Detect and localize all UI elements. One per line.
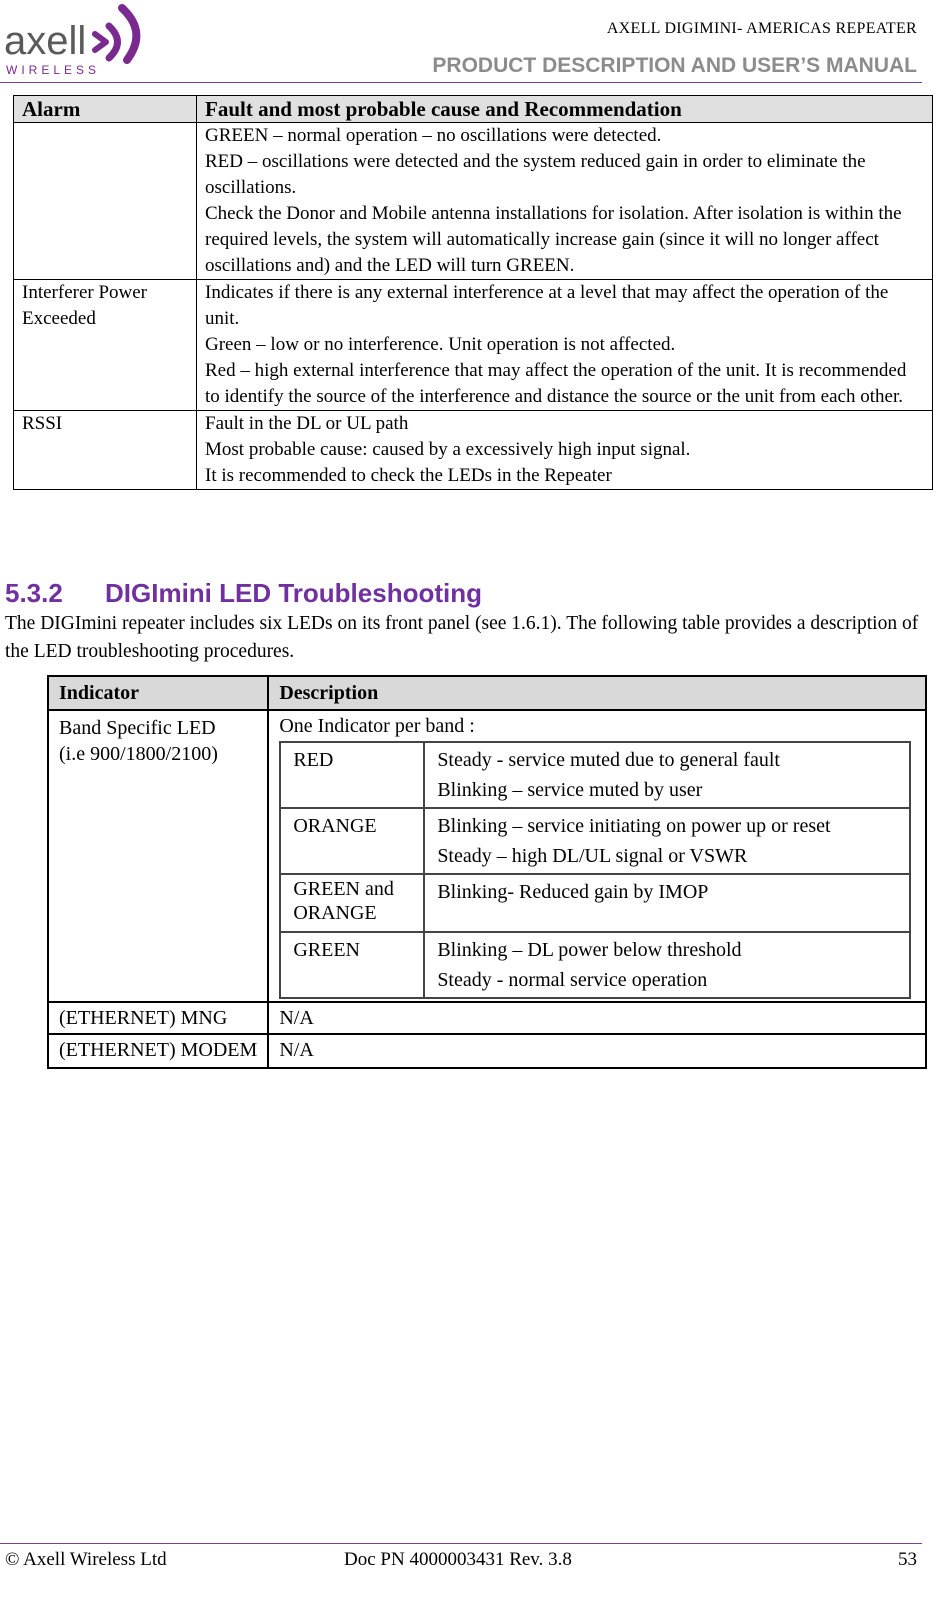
- indicator-line: (i.e 900/1800/2100): [59, 743, 218, 765]
- logo-brand-text: axell: [4, 19, 87, 63]
- fault-cell: [197, 411, 933, 490]
- table-row: [14, 411, 933, 490]
- band-intro: One Indicator per band :: [279, 715, 475, 737]
- description-column-header: Description: [268, 676, 926, 710]
- led-state-line: Blinking – DL power below threshold: [437, 939, 742, 961]
- led-state-row: [280, 808, 910, 874]
- led-state-line: Steady – high DL/UL signal or VSWR: [437, 845, 748, 867]
- led-table: [47, 675, 927, 1069]
- fault-line: Red – high external interference that may affect the operation of the unit. It is recommended to identify the source of the interference and distance the source or the unit from each other.: [205, 360, 907, 407]
- alarm-table-header-row: [14, 96, 933, 123]
- footer-doc-number: Doc PN 4000003431 Rev. 3.8: [344, 1549, 572, 1570]
- section-intro: The DIGImini repeater includes six LEDs on its front panel (see 1.6.1). The following table provides a description of the LED troubleshooting procedures.: [5, 613, 919, 662]
- fault-column-header: Fault and most probable cause and Recommendation: [197, 96, 933, 123]
- led-state-line: Blinking – service muted by user: [437, 779, 703, 801]
- table-row: [48, 1002, 926, 1034]
- indicator-line: Band Specific LED: [59, 717, 216, 739]
- alarm-table: [13, 95, 933, 490]
- led-state-row: [280, 874, 910, 932]
- logo-sub-text: WIRELESS: [6, 63, 101, 77]
- alarm-cell: RSSI: [14, 411, 197, 490]
- section-title: DIGImini LED Troubleshooting: [105, 578, 482, 608]
- header-divider: [0, 82, 922, 83]
- led-state-description: [424, 808, 910, 874]
- fault-line: RED – oscillations were detected and the system reduced gain in order to eliminate the oscillations.: [205, 151, 866, 198]
- indicator-cell: [48, 710, 268, 1002]
- table-row: [48, 710, 926, 1002]
- led-color: RED: [280, 742, 424, 808]
- footer-page-number: 53: [898, 1549, 917, 1570]
- alarm-column-header: Alarm: [14, 96, 197, 123]
- page-header: [0, 0, 941, 84]
- footer-copyright: © Axell Wireless Ltd: [5, 1549, 167, 1570]
- led-state-description: [424, 932, 910, 998]
- led-color: GREEN and ORANGE: [280, 874, 424, 932]
- indicator-cell: (ETHERNET) MNG: [48, 1002, 268, 1034]
- fault-line: GREEN – normal operation – no oscillations were detected.: [205, 125, 662, 146]
- indicator-column-header: Indicator: [48, 676, 268, 710]
- section-heading: [5, 578, 482, 609]
- footer-divider: [0, 1543, 922, 1544]
- led-state-line: Steady - service muted due to general fault: [437, 749, 780, 771]
- alarm-cell: [14, 123, 197, 280]
- document-subtitle: PRODUCT DESCRIPTION AND USER’S MANUAL: [432, 54, 917, 77]
- document-title: AXELL DIGIMINI- AMERICAS REPEATER: [606, 20, 917, 37]
- led-table-header-row: [48, 676, 926, 710]
- alarm-cell: Interferer Power Exceeded: [14, 280, 197, 411]
- led-state-table: [279, 741, 911, 999]
- fault-line: It is recommended to check the LEDs in the Repeater: [205, 465, 612, 486]
- led-color: GREEN: [280, 932, 424, 998]
- fault-line: Most probable cause: caused by a excessively high input signal.: [205, 439, 691, 460]
- fault-cell: [197, 280, 933, 411]
- table-row: [48, 1034, 926, 1068]
- fault-cell: [197, 123, 933, 280]
- table-row: [14, 280, 933, 411]
- led-state-line: Steady - normal service operation: [437, 969, 708, 991]
- led-state-row: [280, 742, 910, 808]
- fault-line: Check the Donor and Mobile antenna installations for isolation. After isolation is within the required levels, the system will automatically increase gain (since it will no longer affect oscillations and) and the LED will turn GREEN.: [205, 203, 902, 276]
- indicator-cell: (ETHERNET) MODEM: [48, 1034, 268, 1068]
- led-state-line: Blinking- Reduced gain by IMOP: [437, 881, 709, 903]
- led-state-description: [424, 874, 910, 932]
- led-state-row: [280, 932, 910, 998]
- table-row: [14, 123, 933, 280]
- axell-wireless-logo: [2, 2, 152, 78]
- description-cell: N/A: [268, 1002, 926, 1034]
- description-cell: N/A: [268, 1034, 926, 1068]
- led-color: ORANGE: [280, 808, 424, 874]
- fault-line: Green – low or no interference. Unit operation is not affected.: [205, 334, 676, 355]
- led-state-line: Blinking – service initiating on power up or reset: [437, 815, 831, 837]
- fault-line: Indicates if there is any external interference at a level that may affect the operation of the unit.: [205, 282, 889, 329]
- led-state-description: [424, 742, 910, 808]
- section-number: 5.3.2: [5, 578, 63, 608]
- fault-line: Fault in the DL or UL path: [205, 413, 409, 434]
- description-cell: [268, 710, 926, 1002]
